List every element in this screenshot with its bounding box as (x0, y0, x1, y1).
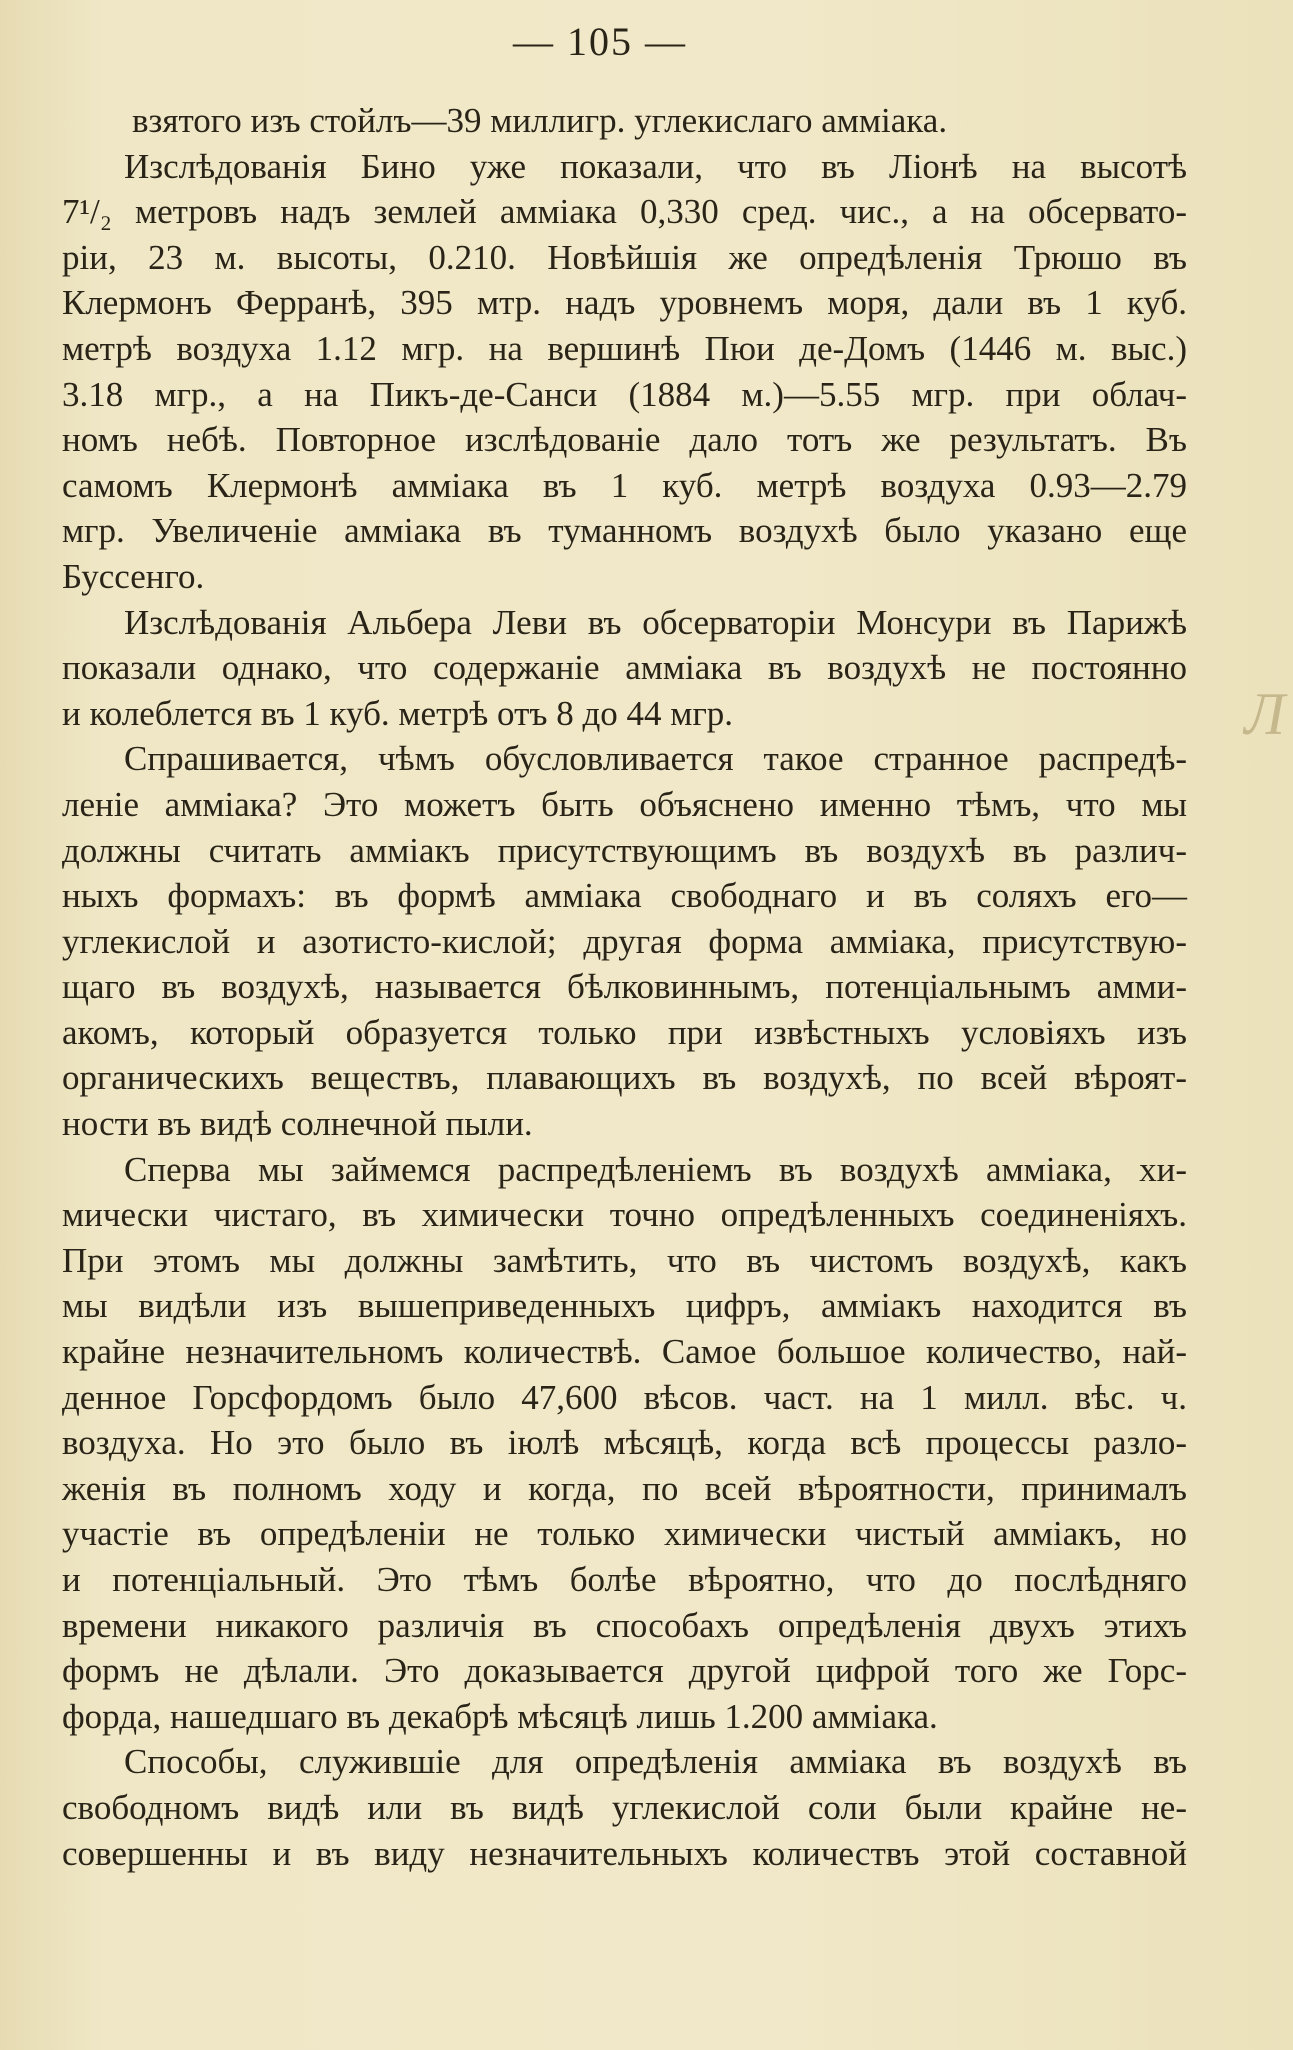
text-line: Клермонъ Ферранѣ, 395 мтр. надъ уровнемъ моря, дали въ 1 куб. (62, 283, 1187, 323)
text-line: воздуха. Но это было въ іюлѣ мѣсяцѣ, когда всѣ процессы разло- (62, 1423, 1187, 1463)
text-line: Сперва мы займемся распредѣленіемъ въ воздухѣ амміака, хи- (124, 1149, 1187, 1189)
text-line: 3.18 мгр., а на Пикъ-де-Санси (1884 м.)—5.55 мгр. при облач- (62, 374, 1187, 414)
text-line: мгр. Увеличеніе амміака въ туманномъ воздухѣ было указано еще (62, 511, 1187, 551)
text-line: крайне незначительномъ количествѣ. Самое большое количество, най- (62, 1332, 1187, 1372)
text-line: При этомъ мы должны замѣтить, что въ чистомъ воздухѣ, какъ (62, 1240, 1187, 1280)
text-line: Спрашивается, чѣмъ обусловливается такое странное распредѣ- (124, 739, 1187, 779)
text-line: ности въ видѣ солнечной пыли. (62, 1104, 533, 1144)
text-line: денное Горсфордомъ было 47,600 вѣсов. част. на 1 милл. вѣс. ч. (62, 1377, 1187, 1417)
text-line: Способы, служившіе для опредѣленія амміака въ воздухѣ въ (124, 1742, 1187, 1782)
text-line: участіе въ опредѣленіи не только химически чистый амміакъ, но (62, 1514, 1187, 1554)
text-line: 7¹/₂ метровъ надъ землей амміака 0,330 сред. чис., а на обсервато- (62, 192, 1187, 232)
text-line: самомъ Клермонѣ амміака въ 1 куб. метрѣ воздуха 0.93—2.79 (62, 465, 1187, 505)
text-line: времени никакого различія въ способахъ опредѣленія двухъ этихъ (62, 1605, 1187, 1645)
text-line: углекислой и азотисто-кислой; другая форма амміака, присутствую- (62, 921, 1187, 961)
text-line: Буссенго. (62, 556, 205, 596)
text-line: Изслѣдованія Бино уже показали, что въ Ліонѣ на высотѣ (124, 146, 1187, 186)
text-line: и колеблется въ 1 куб. метрѣ отъ 8 до 44 мгр. (62, 693, 734, 733)
text-line: щаго въ воздухѣ, называется бѣлковиннымъ, потенціальнымъ амми- (62, 967, 1187, 1007)
text-line: должны считать амміакъ присутствующимъ въ воздухѣ въ различ- (62, 830, 1187, 870)
text-line: показали однако, что содержаніе амміака въ воздухѣ не постоянно (62, 648, 1187, 688)
margin-pencil-mark: Л (1244, 681, 1285, 747)
text-line: свободномъ видѣ или въ видѣ углекислой соли были крайне не- (62, 1787, 1187, 1827)
text-line: мически чистаго, въ химически точно опредѣленныхъ соединеніяхъ. (62, 1195, 1187, 1235)
text-line: ныхъ формахъ: въ формѣ амміака свободнаго и въ соляхъ его— (62, 876, 1187, 916)
text-line: форда, нашедшаго въ декабрѣ мѣсяцѣ лишь 1.200 амміака. (62, 1696, 938, 1736)
body-text (62, 98, 1187, 1876)
text-line: акомъ, который образуется только при извѣстныхъ условіяхъ изъ (62, 1012, 1187, 1052)
text-line: взятого изъ стойлъ—39 миллигр. углекислаго амміака. (132, 101, 948, 140)
text-line: ріи, 23 м. высоты, 0.210. Новѣйшія же опредѣленія Трюшо въ (62, 237, 1187, 277)
text-line: совершенны и въ виду незначительныхъ количествъ этой составной (62, 1833, 1187, 1873)
text-line: формъ не дѣлали. Это доказывается другой цифрой того же Горс- (62, 1651, 1187, 1691)
text-line: женія въ полномъ ходу и когда, по всей вѣроятности, принималъ (62, 1468, 1187, 1508)
text-line: метрѣ воздуха 1.12 мгр. на вершинѣ Пюи де-Домъ (1446 м. выс.) (62, 328, 1187, 368)
text-line: леніе амміака? Это можетъ быть объяснено именно тѣмъ, что мы (62, 784, 1187, 824)
text-line: Изслѣдованія Альбера Леви въ обсерваторіи Монсури въ Парижѣ (124, 602, 1187, 642)
text-line: мы видѣли изъ вышеприведенныхъ цифръ, амміакъ находится въ (62, 1286, 1187, 1326)
text-line: органическихъ веществъ, плавающихъ въ воздухѣ, по всей вѣроят- (62, 1058, 1187, 1098)
text-line: и потенціальный. Это тѣмъ болѣе вѣроятно, что до послѣдняго (62, 1560, 1187, 1599)
text-line: номъ небѣ. Повторное изслѣдованіе дало тотъ же результатъ. Въ (62, 420, 1187, 460)
page-number: — 105 — (513, 19, 687, 64)
